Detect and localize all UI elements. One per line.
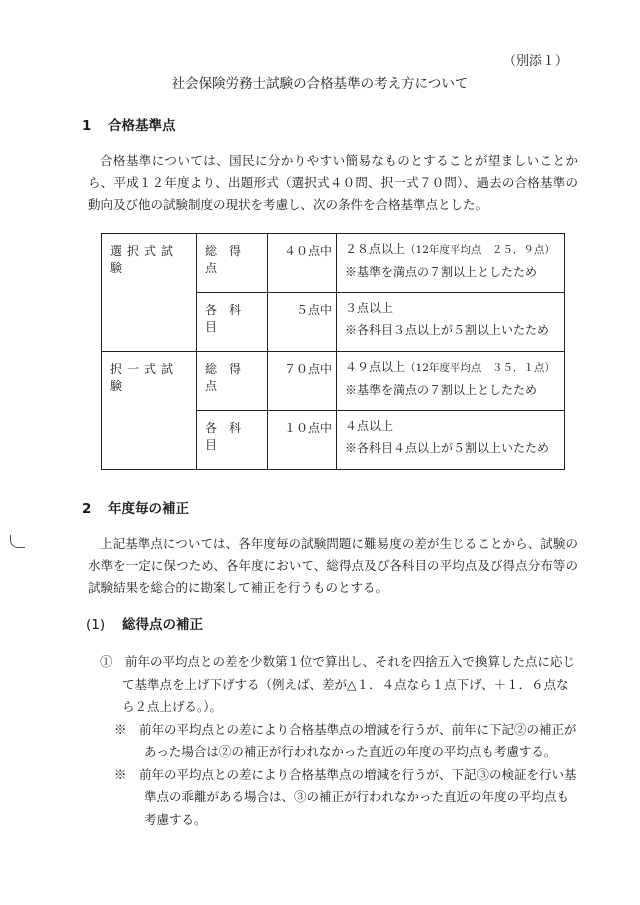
pass-criteria-table <box>101 233 565 470</box>
item-cell: 各科目 <box>197 411 268 470</box>
subsection-number: (1) <box>86 617 106 633</box>
note-1: ※ 前年の平均点との差により合格基準点の増減を行うが、前年に下記②の補正があった場合は②の補正が行われなかった直近の年度の平均点も考慮する。 <box>114 721 577 759</box>
section2 <box>82 497 578 831</box>
average-note: （12年度平均点 ３５．１点） <box>405 362 555 374</box>
section2-paragraph: 上記基準点については、各年度毎の試験問題に難易度の差が生じることから、試験の水準を一定に保つため、各年度において、総得点及び各科目の平均点及び得点分布等の試験結果を総合的に勘案して補正を行うものとする。 <box>88 536 578 595</box>
section1-number: 1 <box>82 118 92 134</box>
criterion: ４点以上 <box>345 419 394 433</box>
reason: ※基準を満点の７割以上としたため <box>345 265 538 279</box>
attachment-label: （別添１） <box>503 54 569 69</box>
table-row <box>102 234 565 293</box>
out-of-cell: １０点中 <box>268 411 337 470</box>
exam-type-cell: 選択式試験 <box>102 234 197 352</box>
reason: ※基準を満点の７割以上としたため <box>345 383 538 397</box>
item-cell: 総得点 <box>197 234 268 293</box>
criterion-cell <box>337 293 565 352</box>
out-of-cell: ４０点中 <box>268 234 337 293</box>
criterion-cell <box>337 411 565 470</box>
item-cell: 各科目 <box>197 293 268 352</box>
table-row <box>102 352 565 411</box>
section2-number: 2 <box>82 501 92 517</box>
reason: ※各科目４点以上が５割以上いたため <box>345 441 550 455</box>
subsection-heading <box>86 613 578 633</box>
item-cell: 総得点 <box>197 352 268 411</box>
subsection-heading-text: 総得点の補正 <box>122 617 203 633</box>
section2-heading <box>82 497 578 517</box>
scan-mark <box>10 535 25 548</box>
criterion-cell <box>337 234 565 293</box>
criterion: ３点以上 <box>345 301 394 315</box>
section1-heading <box>82 114 176 134</box>
section2-heading-text: 年度毎の補正 <box>108 501 189 517</box>
note-2: ※ 前年の平均点との差により合格基準点の増減を行うが、下記③の検証を行い基準点の乖離がある場合は、③の補正が行われなかった直近の年度の平均点も考慮する。 <box>114 766 577 827</box>
item-1-text: ① 前年の平均点との差を少数第１位で算出し、それを四捨五入で換算した点に応じて基準点を上げ下げする（例えば、差が△１．４点なら１点下げ、＋１．６点なら２点上げる。）。 <box>100 654 576 714</box>
out-of-cell: ５点中 <box>268 293 337 352</box>
exam-type-cell: 択一式試験 <box>102 352 197 470</box>
criterion: ２８点以上 <box>345 242 406 256</box>
section1-paragraph: 合格基準については、国民に分かりやすい簡易なものとすることが望ましいことから、平成１２年度より、出題形式（選択式４０問、択一式７０問）、過去の合格基準の動向及び他の試験制度の現状を考慮し、次の条件を合格基準点とした。 <box>88 153 578 212</box>
document-title: 社会保険労務士試験の合格基準の考え方について <box>171 76 469 92</box>
average-note: （12年度平均点 ２５．９点） <box>405 244 555 256</box>
section1-heading-text: 合格基準点 <box>108 118 176 134</box>
criterion: ４９点以上 <box>345 360 406 374</box>
criterion-cell <box>337 352 565 411</box>
out-of-cell: ７０点中 <box>268 352 337 411</box>
reason: ※各科目３点以上が５割以上いたため <box>345 323 550 337</box>
